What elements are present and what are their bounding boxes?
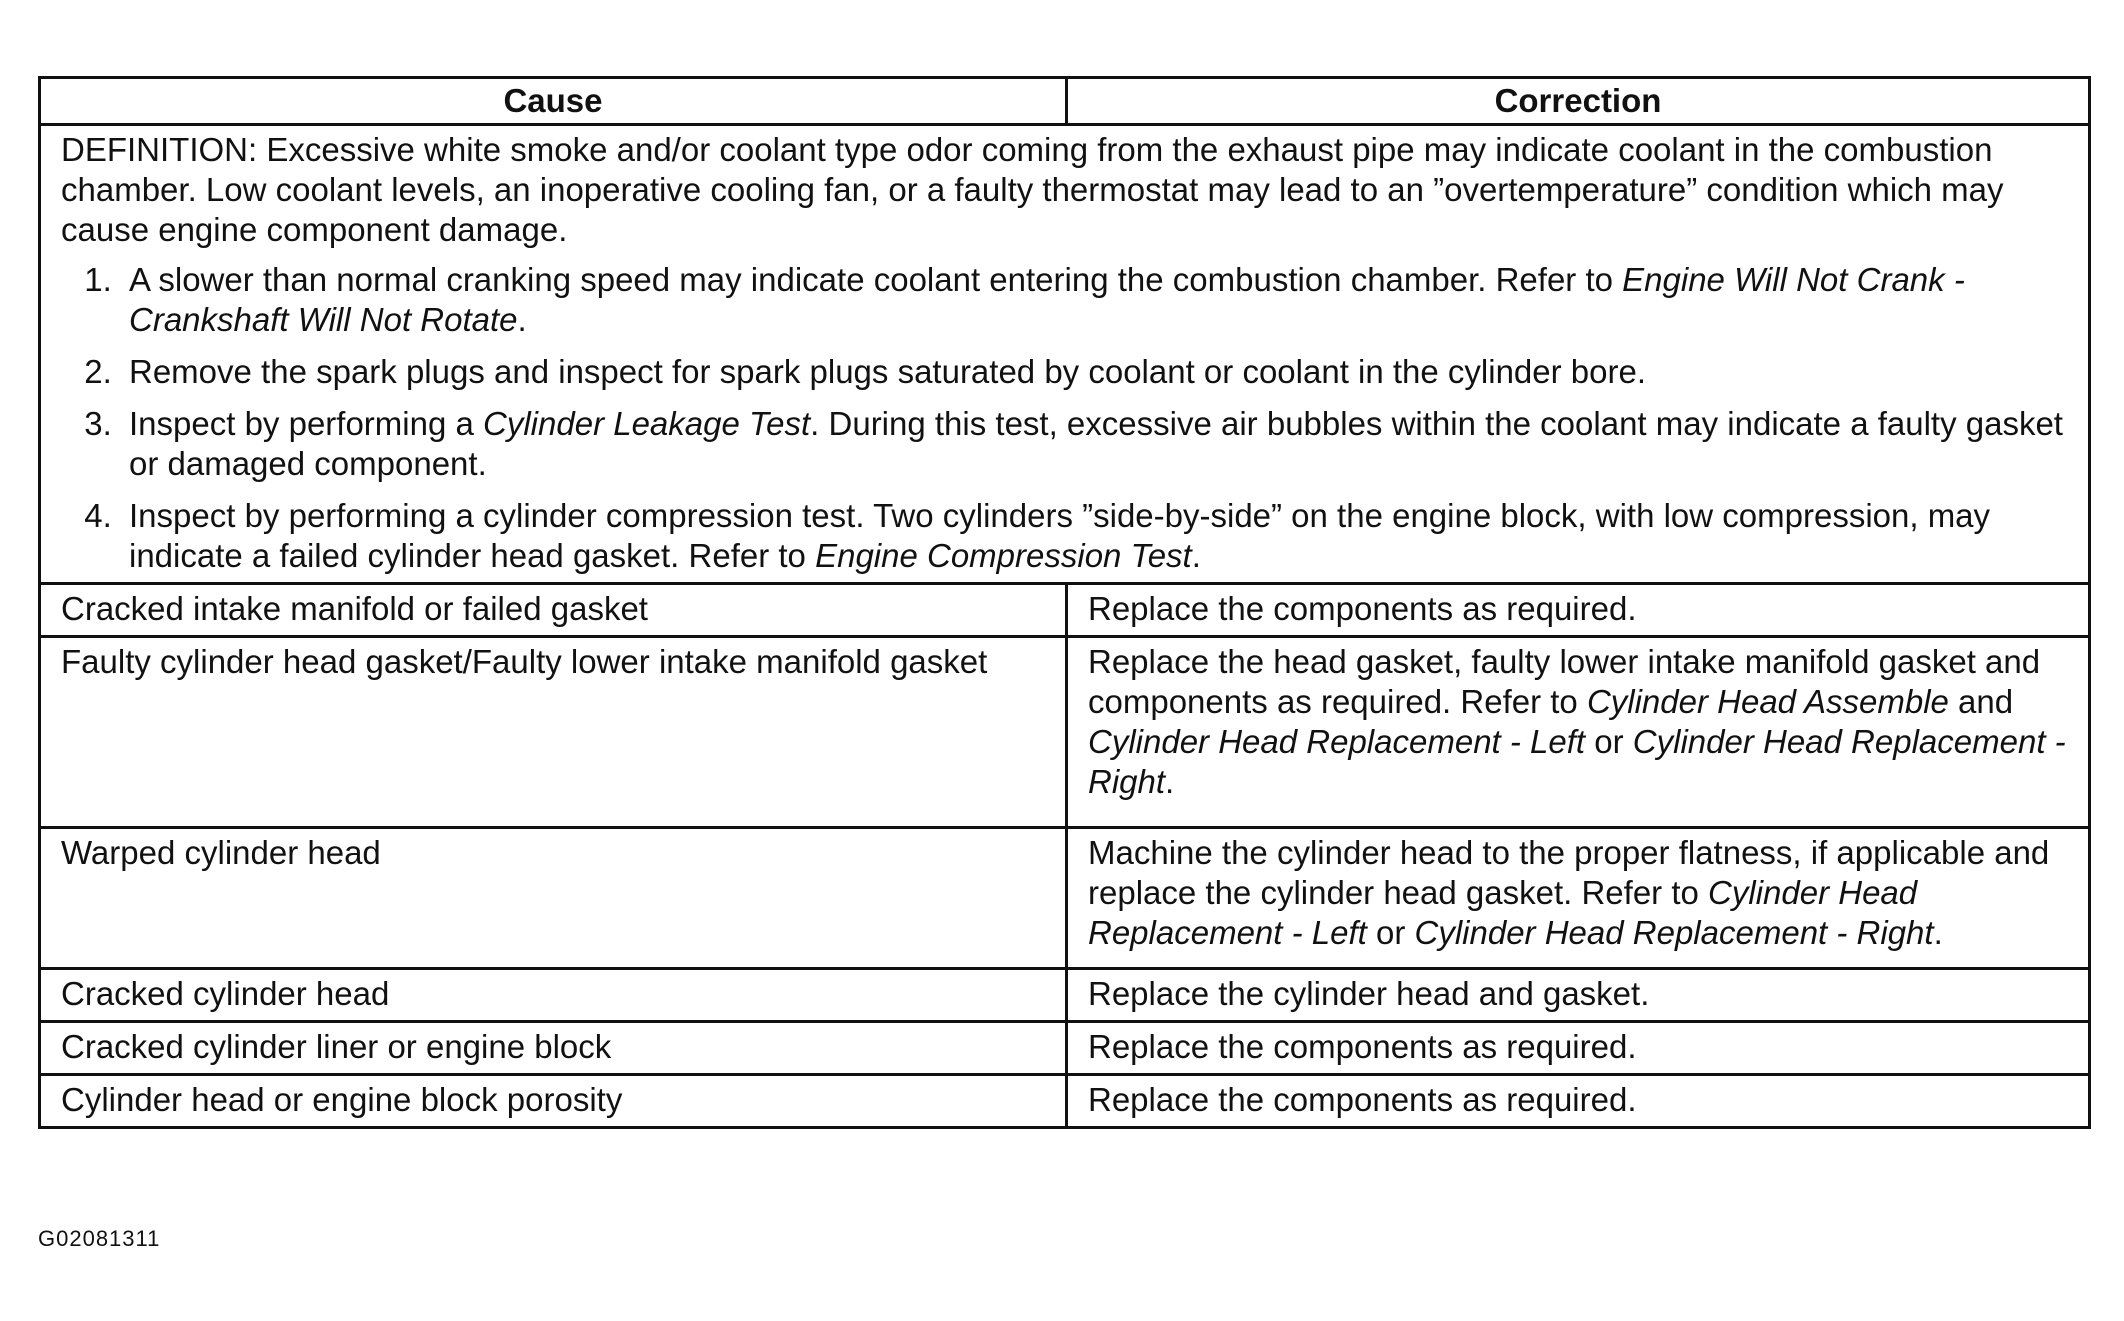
- step-reference-link: Engine Will Not Crank - Crankshaft Will Not Rotate: [129, 261, 1965, 338]
- step-item: [121, 352, 2068, 392]
- step-item: 3. Inspect by performing a Cylinder Leakage Test. During this test, excessive air bubbles within the coolant may indicate a faulty gasket or damaged component.: [121, 404, 2068, 484]
- step-text: Remove the spark plugs and inspect for spark plugs saturated by coolant or coolant in the cylinder bore.: [129, 353, 1647, 390]
- step-reference-link: Cylinder Leakage Test: [483, 405, 811, 442]
- table-row: [40, 1075, 2090, 1128]
- step-item: 1. A slower than normal cranking speed may indicate coolant entering the combustion chamber. Refer to Engine Will Not Crank - Crankshaft Will Not Rotate.: [121, 260, 2068, 340]
- reference-link: Cylinder Head Replacement - Right: [1414, 914, 1934, 951]
- cause-cell: Cracked cylinder head: [40, 969, 1067, 1022]
- correction-cell: Replace the head gasket, faulty lower intake manifold gasket and components as required. Refer to Cylinder Head Assemble and Cylinder Head Replacement - Left or Cylinder Head Replacement - Right.: [1067, 637, 2090, 828]
- table-row: [40, 1022, 2090, 1075]
- reference-link: Cylinder Head Replacement - Left: [1088, 874, 1918, 951]
- cause-header: Cause: [40, 78, 1067, 125]
- reference-link: Cylinder Head Replacement - Right: [1088, 723, 2066, 800]
- reference-link: Cylinder Head Assemble: [1586, 683, 1949, 720]
- header-row: [40, 78, 2090, 125]
- step-text: A slower than normal cranking speed may indicate coolant entering the combustion chamber. Refer to: [129, 261, 1623, 298]
- cause-cell: Cracked intake manifold or failed gasket: [40, 584, 1067, 637]
- definition-row: [40, 125, 2090, 584]
- cause-cell: Cylinder head or engine block porosity: [40, 1075, 1067, 1128]
- correction-cell: Machine the cylinder head to the proper flatness, if applicable and replace the cylinder head gasket. Refer to Cylinder Head Replacement - Left or Cylinder Head Replacement - Right.: [1067, 828, 2090, 969]
- step-text: Inspect by performing a cylinder compression test. Two cylinders ”side-by-side” on the engine block, with low compression, may indicate a failed cylinder head gasket. Refer to: [129, 497, 1991, 574]
- correction-header: Correction: [1067, 78, 2090, 125]
- definition-text: DEFINITION: Excessive white smoke and/or coolant type odor coming from the exhaust pipe may indicate coolant in the combustion chamber. Low coolant levels, an inoperative cooling fan, or a faulty thermostat may lead to an ”overtemperature” condition which may cause engine component damage.: [61, 131, 2004, 248]
- correction-cell: Replace the components as required.: [1067, 1022, 2090, 1075]
- table-row: [40, 828, 2090, 969]
- cause-cell: Warped cylinder head: [40, 828, 1067, 969]
- step-text: Inspect by performing a: [129, 405, 484, 442]
- cause-cell: Cracked cylinder liner or engine block: [40, 1022, 1067, 1075]
- step-item: 4. Inspect by performing a cylinder compression test. Two cylinders ”side-by-side” on the engine block, with low compression, may indicate a failed cylinder head gasket. Refer to Engine Compression Test.: [121, 496, 2068, 576]
- correction-cell: Replace the cylinder head and gasket.: [1067, 969, 2090, 1022]
- diagnostic-table: [38, 76, 2091, 1129]
- table-row: [40, 637, 2090, 828]
- correction-cell: Replace the components as required.: [1067, 1075, 2090, 1128]
- step-reference-link: Engine Compression Test: [815, 537, 1192, 574]
- correction-cell: Replace the components as required.: [1067, 584, 2090, 637]
- table-row: [40, 584, 2090, 637]
- figure-id: G02081311: [38, 1226, 161, 1251]
- table-row: [40, 969, 2090, 1022]
- definition-cell: [40, 125, 2090, 584]
- cause-cell: Faulty cylinder head gasket/Faulty lower intake manifold gasket: [40, 637, 1067, 828]
- reference-link: Cylinder Head Replacement - Left: [1088, 723, 1586, 760]
- step-list: [61, 260, 2068, 576]
